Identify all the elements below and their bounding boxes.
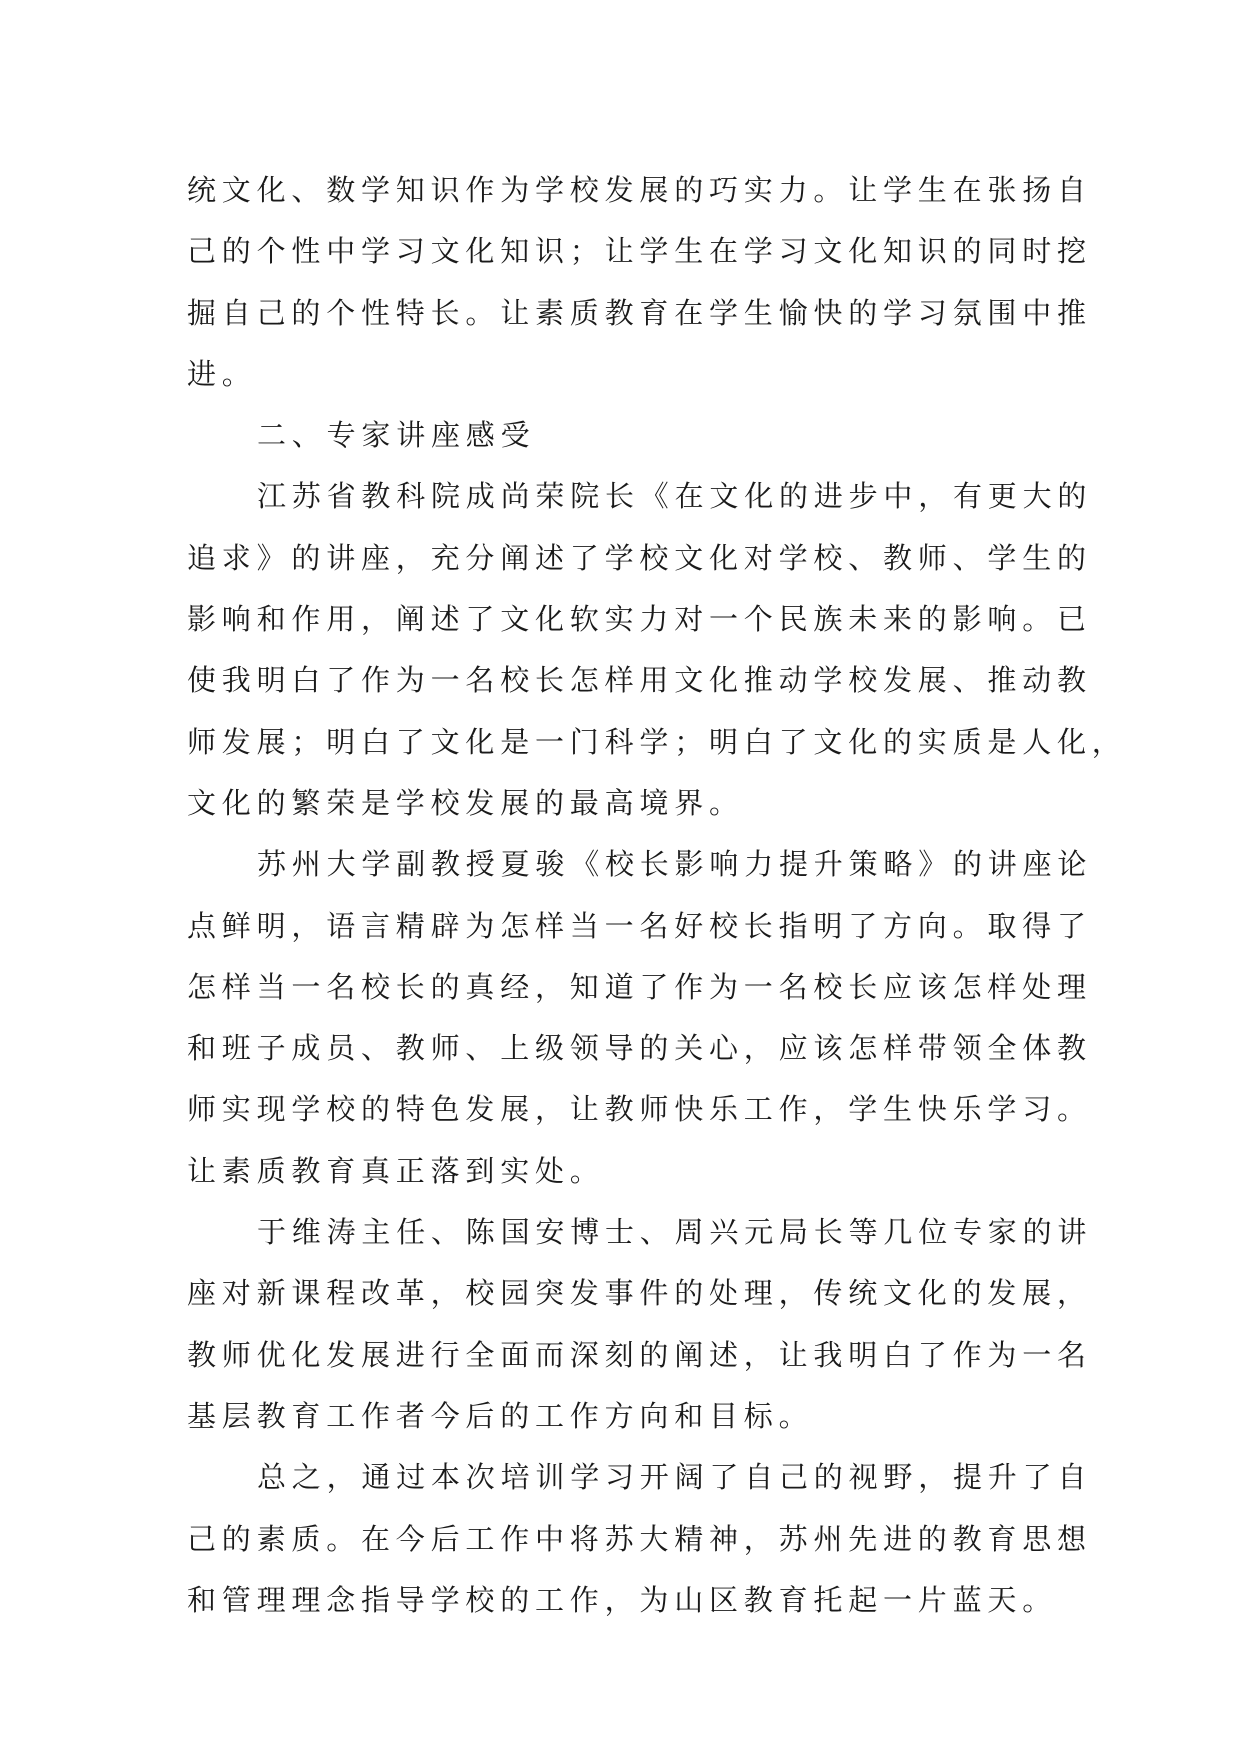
text-line: 掘自己的个性特长。让素质教育在学生愉快的学习氛围中推 — [187, 295, 1092, 330]
text-line: 总之，通过本次培训学习开阔了自己的视野，提升了自 — [257, 1460, 1093, 1495]
text-line: 于维涛主任、陈国安博士、周兴元局长等几位专家的讲 — [257, 1215, 1093, 1250]
paragraph-continuation — [187, 160, 1092, 405]
paragraph-cheng-shangrong — [187, 466, 1127, 834]
text-line: 文化的繁荣是学校发展的最高境界。 — [187, 785, 744, 820]
text-line: 怎样当一名校长的真经，知道了作为一名校长应该怎样处理 — [187, 969, 1092, 1004]
text-line: 教师优化发展进行全面而深刻的阐述，让我明白了作为一名 — [187, 1337, 1092, 1372]
text-line: 己的素质。在今后工作中将苏大精神，苏州先进的教育思想 — [187, 1521, 1092, 1556]
text-line: 让素质教育真正落到实处。 — [187, 1153, 605, 1188]
text-line: 座对新课程改革，校园突发事件的处理，传统文化的发展， — [187, 1276, 1092, 1311]
text-line: 和班子成员、教师、上级领导的关心，应该怎样带领全体教 — [187, 1031, 1092, 1066]
paragraph-summary — [187, 1447, 1093, 1631]
section-heading — [187, 405, 1063, 466]
text-line: 己的个性中学习文化知识；让学生在学习文化知识的同时挖 — [187, 234, 1092, 269]
document-body — [187, 160, 1127, 1631]
text-line: 影响和作用，阐述了文化软实力对一个民族未来的影响。已 — [187, 602, 1092, 637]
text-line: 使我明白了作为一名校长怎样用文化推动学校发展、推动教 — [187, 663, 1092, 698]
text-line: 基层教育工作者今后的工作方向和目标。 — [187, 1398, 814, 1433]
text-line: 江苏省教科院成尚荣院长《在文化的进步中，有更大的 — [257, 479, 1093, 514]
text-line: 和管理理念指导学校的工作，为山区教育托起一片蓝天。 — [187, 1582, 1058, 1617]
text-line: 师发展；明白了文化是一门科学；明白了文化的实质是人化， — [187, 724, 1127, 759]
paragraph-experts — [187, 1202, 1093, 1447]
text-line: 师实现学校的特色发展，让教师快乐工作，学生快乐学习。 — [187, 1092, 1092, 1127]
text-line: 点鲜明，语言精辟为怎样当一名好校长指明了方向。取得了 — [187, 908, 1092, 943]
heading-text: 二、专家讲座感受 — [257, 418, 536, 453]
text-line: 进。 — [187, 356, 257, 391]
text-line: 统文化、数学知识作为学校发展的巧实力。让学生在张扬自 — [187, 173, 1092, 207]
text-line: 追求》的讲座，充分阐述了学校文化对学校、教师、学生的 — [187, 540, 1092, 575]
paragraph-xia-jun — [187, 834, 1093, 1202]
text-line: 苏州大学副教授夏骏《校长影响力提升策略》的讲座论 — [257, 847, 1093, 882]
